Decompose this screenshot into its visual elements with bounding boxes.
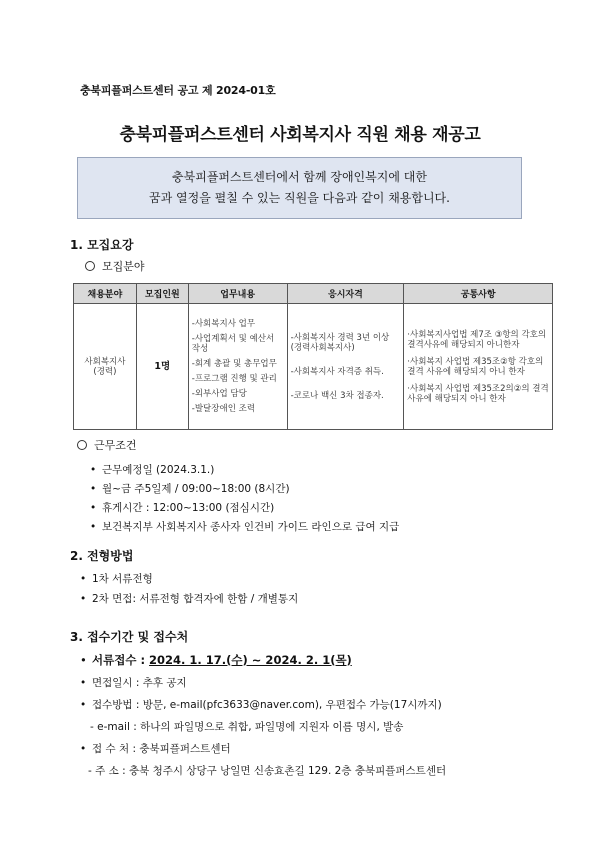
- cell-field: [74, 304, 137, 430]
- selection-text: 2차 면접: 서류전형 합격자에 한함 / 개별통지: [92, 593, 299, 605]
- circle-icon: [85, 261, 95, 271]
- condition-item: [90, 462, 214, 477]
- sub-recruit-field: [85, 258, 145, 274]
- qualification-item: -코로나 백신 3차 접종자.: [290, 390, 384, 401]
- selection-item: [80, 591, 298, 606]
- submission-method: [80, 697, 442, 712]
- page-title: 충북피플퍼스트센터 사회복지사 직원 채용 재공고: [119, 125, 481, 145]
- recruit-table: [73, 283, 553, 430]
- field-type: (경력): [93, 366, 117, 377]
- cell-duties: [188, 304, 287, 430]
- sub-work-conditions-label: 근무조건: [94, 439, 137, 452]
- circle-icon: [77, 440, 87, 450]
- bullet-icon: •: [80, 653, 87, 667]
- section-3-heading: 3. 접수기간 및 접수처: [70, 630, 189, 644]
- selection-text: 1차 서류전형: [92, 573, 153, 585]
- section-2-heading: 2. 전형방법: [70, 549, 134, 563]
- cell-common: [404, 304, 553, 430]
- common-item: ·사회복지사업법 제7조 ③항의 각호의 결격사유에 해당되지 아니한자: [407, 329, 547, 350]
- th-common: 공통사항: [404, 284, 553, 304]
- common-item: ·사회복지 사업법 제35조2의②의 결격사유에 해당되지 아니 한자: [407, 383, 549, 404]
- condition-text: 월~금 주5일제 / 09:00~18:00 (8시간): [102, 483, 290, 495]
- intro-line-1: 충북피플퍼스트센터에서 함께 장애인복지에 대한: [172, 170, 427, 184]
- common-item: ·사회복지 사업법 제35조②항 각호의 결격 사유에 해당되지 아니 한자: [407, 356, 544, 377]
- submission-place: [80, 741, 231, 756]
- bullet-icon: •: [80, 573, 87, 585]
- bullet-icon: •: [80, 743, 87, 755]
- condition-item: [90, 481, 290, 496]
- selection-item: [80, 571, 153, 586]
- condition-text: 근무예정일 (2024.3.1.): [102, 464, 215, 476]
- bullet-icon: •: [90, 502, 97, 514]
- document-period-label: 서류접수 :: [92, 653, 150, 667]
- sub-recruit-field-label: 모집분야: [102, 260, 145, 273]
- bullet-icon: •: [80, 699, 87, 711]
- cell-qualification: [287, 304, 404, 430]
- bullet-icon: •: [90, 521, 97, 533]
- sub-work-conditions: [77, 437, 137, 453]
- th-duties: 업무내용: [188, 284, 287, 304]
- bullet-icon: •: [90, 483, 97, 495]
- th-count: 모집인원: [136, 284, 188, 304]
- intro-box: [77, 157, 522, 219]
- address: - 주 소 : 충북 청주시 상당구 낭일면 신송효촌길 129. 2층 충북피플퍼스트센터: [88, 765, 447, 777]
- duty-item: -사업계획서 및 예산서 작성: [191, 334, 275, 354]
- duty-item: -외부사업 담당: [191, 389, 247, 399]
- table-row: [74, 304, 553, 430]
- bullet-icon: •: [80, 677, 87, 689]
- field-name: 사회복지사: [84, 356, 126, 367]
- intro-line-2: 꿈과 열정을 펼칠 수 있는 직원을 다음과 같이 채용합니다.: [149, 191, 450, 205]
- document-period: [80, 652, 352, 668]
- cell-count: 1명: [136, 304, 188, 430]
- th-field: 채용분야: [74, 284, 137, 304]
- th-qualification: 응시자격: [287, 284, 404, 304]
- section-1-heading: 1. 모집요강: [70, 238, 134, 252]
- qualification-item: -사회복지사 경력 3년 이상 (경력사회복지사): [290, 332, 390, 353]
- submission-place-text: 접 수 처 : 충북피플퍼스트센터: [92, 743, 231, 755]
- condition-text: 보건복지부 사회복지사 종사자 인건비 가이드 라인으로 급여 지급: [102, 521, 400, 533]
- duty-item: -사회복지사 업무: [191, 319, 256, 329]
- interview-date: [80, 675, 187, 690]
- duty-item: -발달장애인 조력: [191, 404, 256, 414]
- document-period-value: 2024. 1. 17.(수) ~ 2024. 2. 1(목): [149, 653, 352, 667]
- interview-text: 면접일시 : 추후 공지: [92, 677, 187, 689]
- email-note: - e-mail : 하나의 파일명으로 취합, 파일명에 지원자 이름 명시, 발송: [90, 721, 404, 733]
- bullet-icon: •: [90, 464, 97, 476]
- submission-method-text: 접수방법 : 방문, e-mail(pfc3633@naver.com), 우편접수 가능(17시까지): [92, 699, 442, 711]
- condition-text: 휴게시간 : 12:00~13:00 (점심시간): [102, 502, 275, 514]
- bullet-icon: •: [80, 593, 87, 605]
- qualification-item: -사회복지사 자격증 취득.: [290, 366, 384, 377]
- table-header-row: [74, 284, 553, 304]
- notice-number: 충북피플퍼스트센터 공고 제 2024-01호: [80, 84, 276, 97]
- condition-item: [90, 519, 399, 534]
- condition-item: [90, 500, 274, 515]
- duty-item: -회계 총괄 및 총무업무: [191, 359, 277, 369]
- duty-item: -프로그램 진행 및 관리: [191, 374, 277, 384]
